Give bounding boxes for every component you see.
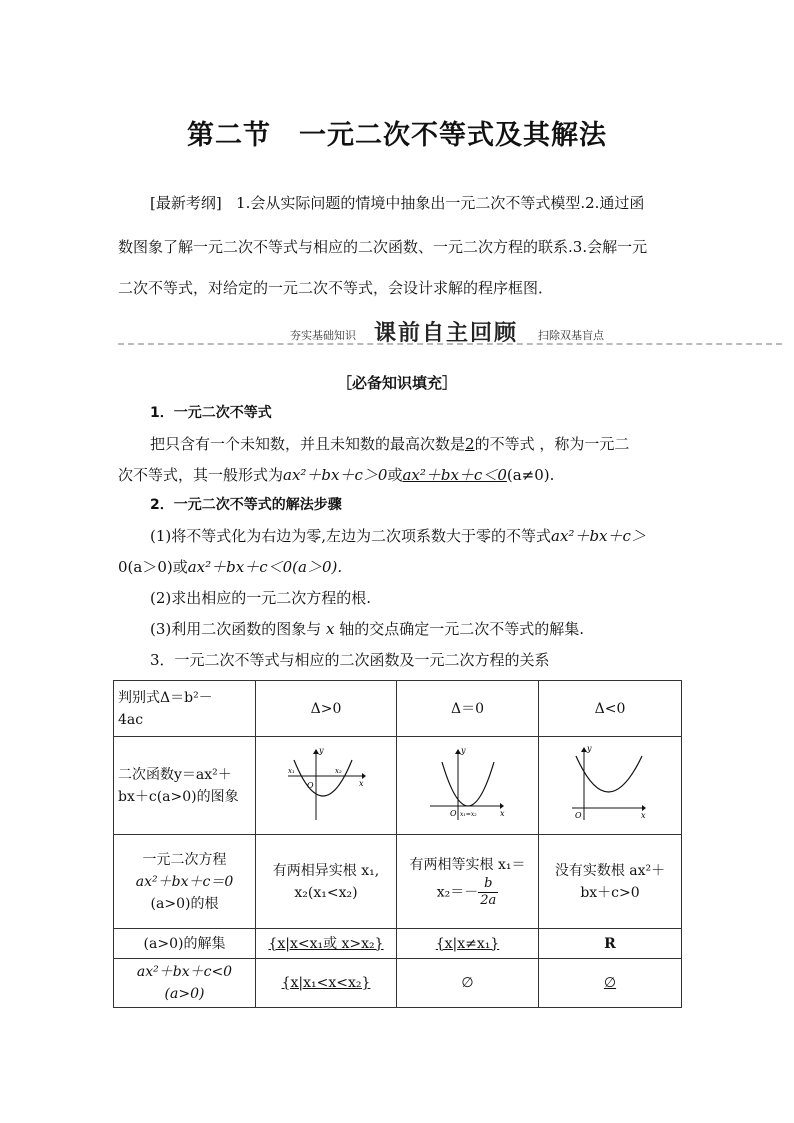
y-label: y (587, 744, 592, 753)
syllabus-line-3: 二次不等式，对给定的一元二次不等式，会设计求解的程序框图． (118, 279, 554, 297)
s1-heading: 1．一元二次不等式 (150, 405, 272, 421)
banner-center: 课前自主回顾 (374, 321, 519, 346)
s1-form-1: ax²＋bx＋c＞0 (283, 466, 388, 484)
parabola-curve (294, 760, 352, 796)
table-row (114, 929, 682, 959)
cell-solution-gt-none: R (539, 929, 682, 959)
parabola-curve (442, 762, 494, 806)
cell-roots-equal: 有两相等实根 x₁＝ x₂＝－ $\frac{b}{2a}$ (397, 835, 539, 929)
table-row (114, 959, 682, 1008)
title-topic: 一元二次不等式及其解法 (299, 120, 607, 151)
x-label: x (359, 779, 364, 788)
banner-divider (118, 343, 782, 345)
title-section: 第二节 (187, 120, 271, 151)
cell-solution-set-gt: (a>0)的解集 (114, 929, 256, 959)
s1-degree-answer: 2 (465, 435, 475, 453)
table-row (114, 681, 682, 737)
parabola-two-roots-graph (286, 742, 366, 822)
syllabus-tag: [最新考纲] (150, 194, 222, 212)
y-label: y (319, 746, 324, 755)
s1-para-line-1: 把只含有一个未知数，并且未知数的最高次数是2的不等式 ，称为一元二 (150, 435, 630, 453)
x-label: x (641, 811, 646, 820)
s1-para-line-2: 次不等式，其一般形式为ax²＋bx＋c＞0或ax²＋bx＋c＜0(a≠0). (118, 466, 555, 484)
root-x1-label: x₁ (288, 767, 295, 775)
banner-right: 扫除双基盲点 (538, 329, 604, 342)
section-title: ［必备知识填充］ (336, 374, 457, 392)
s2-step-1-line-1: (1)将不等式化为右边为零,左边为二次项系数大于零的不等式ax²＋bx＋c＞ (150, 527, 646, 545)
origin-label: O (307, 781, 314, 790)
cell-solution-lt-distinct: {x|x₁<x<x₂} (256, 959, 397, 1008)
double-root-label: x₁=x₂ (459, 811, 477, 818)
banner (290, 316, 620, 344)
y-label: y (460, 746, 466, 755)
fraction-b-over-2a: $\frac{b}{2a}$ (480, 876, 497, 908)
cell-quadratic-function: 二次函数y＝ax²＋ bx＋c(a>0)的图象 (114, 737, 256, 835)
x-label: x (499, 809, 505, 818)
cell-delta-negative: Δ<0 (539, 681, 682, 737)
root-x2-label: x₂ (335, 767, 342, 775)
cell-solution-gt-equal: {x|x≠x₁} (397, 929, 539, 959)
s2-step-2: (2)求出相应的一元二次方程的根. (150, 589, 372, 607)
syllabus-line-2: 数图象了解一元二次不等式与相应的二次函数、一元二次方程的联系.3.会解一元 (118, 238, 648, 256)
cell-roots-none: 没有实数根 ax²＋ bx＋c>0 (539, 835, 682, 929)
cell-solution-gt-distinct: {x|x<x₁或 x>x₂} (256, 929, 397, 959)
table-row (114, 835, 682, 929)
cell-discriminant-header: 判别式Δ＝b²－ 4ac (114, 681, 256, 737)
page-title (0, 113, 794, 152)
cell-graph-no-root (539, 737, 682, 835)
parabola-no-root-graph (570, 742, 650, 822)
s2-heading: 2．一元二次不等式的解法步骤 (150, 497, 342, 513)
cell-delta-positive: Δ>0 (256, 681, 397, 737)
table-row (114, 737, 682, 835)
s2-step-3: (3)利用二次函数的图象与 x 轴的交点确定一元二次不等式的解集. (150, 620, 585, 638)
cell-graph-double-root (397, 737, 539, 835)
parabola-curve (576, 756, 642, 792)
s2-step-1-line-2: 0(a＞0)或ax²＋bx＋c＜0(a＞0). (118, 558, 343, 576)
parabola-double-root-graph (428, 742, 508, 822)
relationship-table (113, 680, 682, 1008)
cell-roots-distinct: 有两相异实根 x₁, x₂(x₁<x₂) (256, 835, 397, 929)
cell-graph-two-roots (256, 737, 397, 835)
s3-heading: 3．一元二次不等式与相应的二次函数及一元二次方程的关系 (150, 651, 550, 669)
syllabus-line-1: [最新考纲] 1.会从实际问题的情境中抽象出一元二次不等式模型.2.通过函 (150, 194, 645, 212)
s1-form-2: ax²＋bx＋c＜0 (402, 466, 507, 484)
cell-delta-zero: Δ＝0 (397, 681, 539, 737)
cell-solution-set-lt: ax²＋bx＋c<0 (a>0) (114, 959, 256, 1008)
cell-solution-lt-equal: ∅ (397, 959, 539, 1008)
cell-quadratic-equation: 一元二次方程 ax²＋bx＋c＝0 (a>0)的根 (114, 835, 256, 929)
banner-left: 夯实基础知识 (290, 329, 356, 342)
origin-label: O (575, 811, 582, 820)
origin-label: O (449, 809, 457, 818)
cell-solution-lt-none: ∅ (539, 959, 682, 1008)
